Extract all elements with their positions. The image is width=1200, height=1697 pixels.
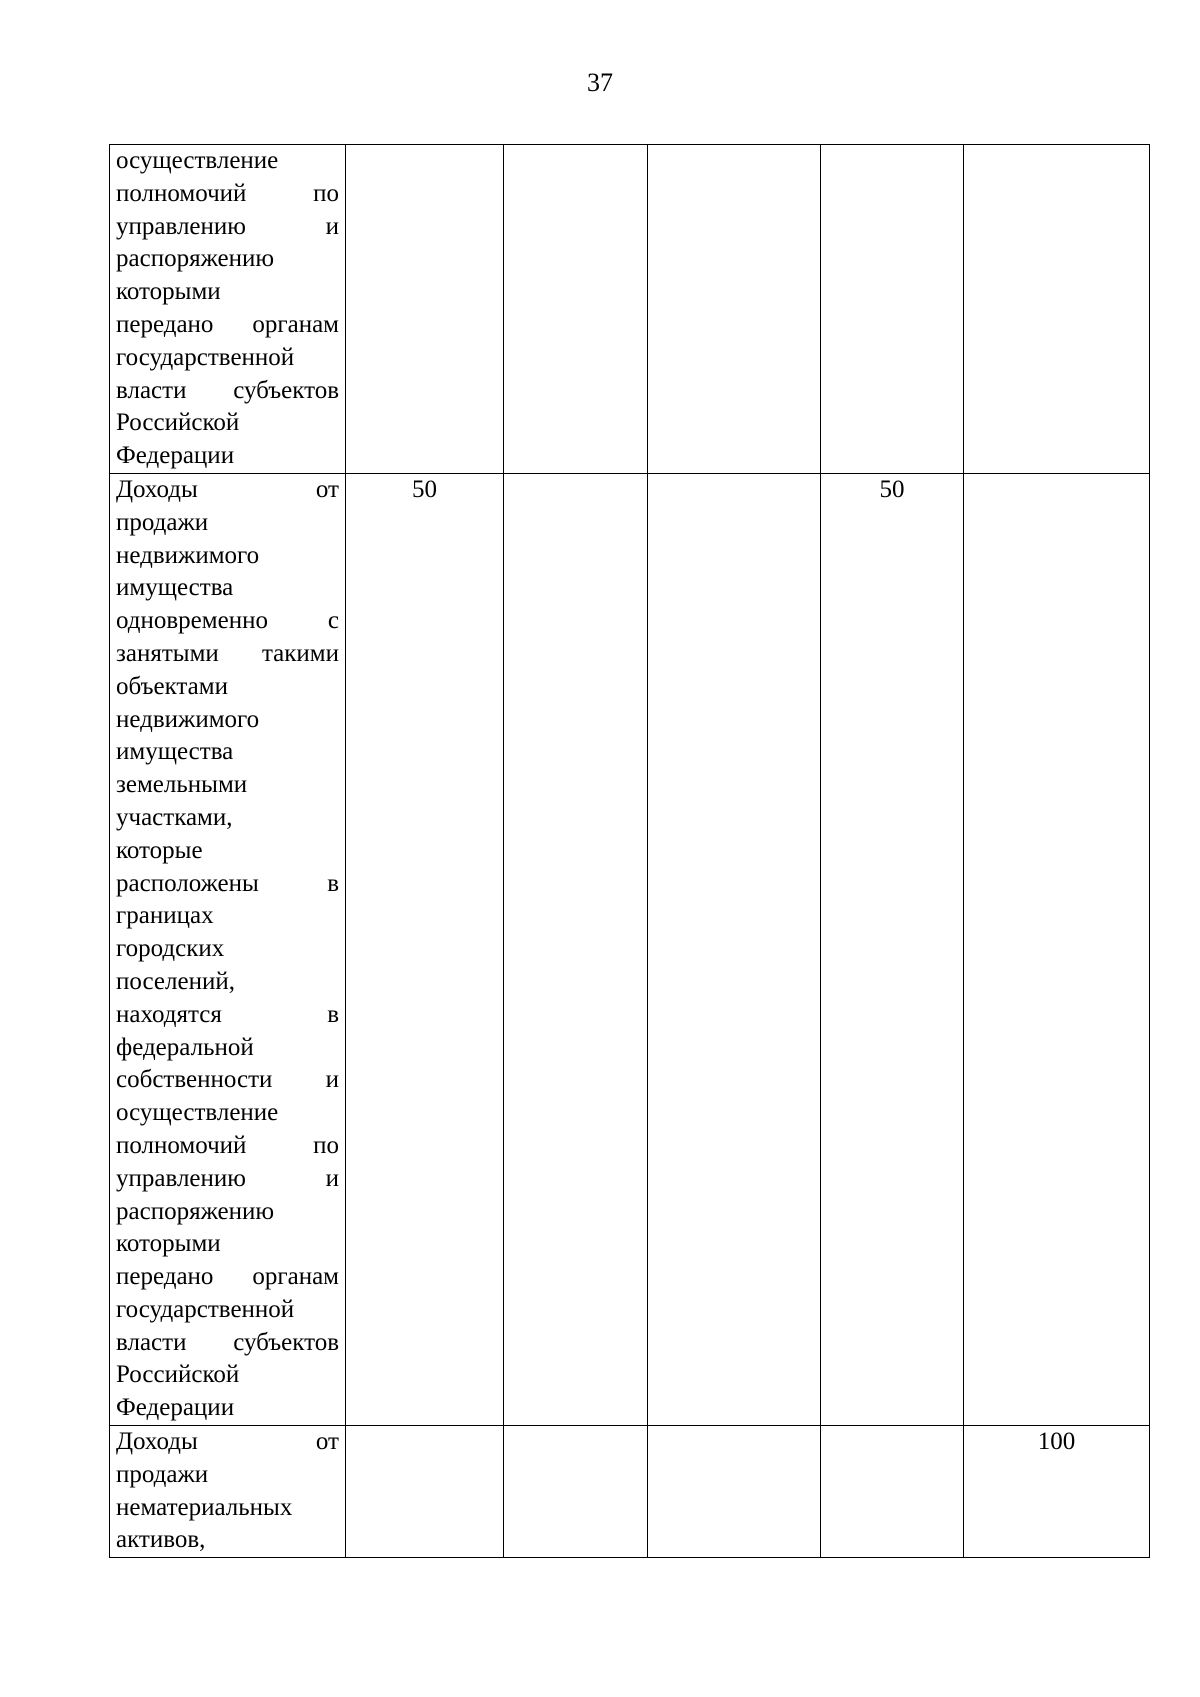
row-description-cell (110, 145, 346, 474)
table-row (110, 473, 1150, 1425)
description-word: находятся (116, 1000, 222, 1028)
description-word: федеральной (116, 1033, 254, 1061)
description-word: занятыми (116, 639, 219, 667)
description-word: имущества (116, 574, 234, 602)
description-line (116, 1459, 339, 1492)
description-word: передано (116, 310, 214, 338)
description-word: по (313, 179, 339, 207)
value-cell-col-5 (964, 1426, 1150, 1558)
description-word: нематериальных (116, 1493, 293, 1521)
description-line (116, 835, 339, 868)
value-cell-col-1 (346, 145, 504, 474)
description-word: власти (116, 376, 187, 404)
description-line (116, 276, 339, 309)
description-line (116, 540, 339, 573)
description-word: власти (116, 1328, 187, 1356)
description-word: которыми (116, 278, 221, 306)
description-line (116, 1492, 339, 1525)
description-line (116, 1196, 339, 1229)
description-line (116, 1524, 339, 1557)
description-line (116, 1097, 339, 1130)
description-line (116, 474, 339, 507)
description-word: распоряжению (116, 1197, 275, 1225)
description-line (116, 243, 339, 276)
description-line (116, 1032, 339, 1065)
value-cell-col-2 (504, 1426, 648, 1558)
description-line (116, 736, 339, 769)
description-line (116, 211, 339, 244)
description-word: государственной (116, 1295, 295, 1323)
description-word: Доходы (116, 1428, 198, 1456)
description-word: субъектов (233, 1328, 339, 1356)
table-row (110, 145, 1150, 474)
row-description-cell (110, 473, 346, 1425)
description-word: собственности (116, 1066, 273, 1094)
description-word: и (325, 1066, 339, 1094)
value-cell-col-3 (648, 1426, 821, 1558)
description-word: участками, (116, 803, 233, 831)
cell-value (504, 1426, 647, 1459)
description-word: границах (116, 902, 214, 930)
cell-value: 50 (412, 475, 437, 503)
description-word: управлению (116, 212, 246, 240)
description-word: по (313, 1131, 339, 1159)
description-line (116, 900, 339, 933)
description-word: активов, (116, 1526, 206, 1554)
description-word: продажи (116, 1460, 209, 1488)
description-line (116, 1228, 339, 1261)
description-word: Российской (116, 409, 240, 437)
description-line (116, 1064, 339, 1097)
description-word: имущества (116, 738, 234, 766)
description-line (116, 440, 339, 473)
description-line (116, 145, 339, 178)
description-word: Федерации (116, 1394, 235, 1422)
cell-value (964, 145, 1149, 178)
description-word: расположены (116, 869, 259, 897)
description-word: городских (116, 935, 225, 963)
description-word: и (325, 1164, 339, 1192)
description-word: объектами (116, 672, 228, 700)
cell-value (504, 474, 647, 507)
description-word: от (315, 1428, 339, 1456)
value-cell-col-1 (346, 473, 504, 1425)
value-cell-col-4 (821, 1426, 964, 1558)
description-line (116, 507, 339, 540)
value-cell-col-1 (346, 1426, 504, 1558)
description-line (116, 1163, 339, 1196)
description-word: государственной (116, 343, 295, 371)
description-word: в (327, 869, 339, 897)
description-line (116, 999, 339, 1032)
description-line (116, 605, 339, 638)
description-line (116, 1294, 339, 1327)
table-row (110, 1426, 1150, 1558)
cell-value (346, 1426, 503, 1459)
description-line (116, 769, 339, 802)
description-word: земельными (116, 771, 248, 799)
cell-value (648, 145, 820, 178)
description-word: передано (116, 1263, 214, 1291)
cell-value (821, 1426, 963, 1459)
description-word: которыми (116, 1230, 221, 1258)
description-line (116, 802, 339, 835)
cell-value (504, 145, 647, 178)
description-word: с (327, 607, 339, 635)
description-line (116, 671, 339, 704)
table-body (110, 145, 1150, 1558)
description-word: Российской (116, 1361, 240, 1389)
description-word: распоряжению (116, 245, 275, 273)
description-line (116, 1327, 339, 1360)
description-line (116, 638, 339, 671)
description-word: и (325, 212, 339, 240)
description-line (116, 933, 339, 966)
description-word: управлению (116, 1164, 246, 1192)
description-word: такими (261, 639, 339, 667)
description-word: Доходы (116, 475, 198, 503)
description-word: которые (116, 836, 203, 864)
description-word: недвижимого (116, 705, 260, 733)
description-word: поселений, (116, 967, 235, 995)
cell-value: 50 (879, 475, 905, 503)
description-line (116, 572, 339, 605)
value-cell-col-5 (964, 145, 1150, 474)
cell-value (964, 474, 1149, 507)
cell-value (648, 474, 820, 507)
description-line (116, 375, 339, 408)
description-word: полномочий (116, 179, 247, 207)
description-line (116, 966, 339, 999)
description-word: осуществление (116, 1099, 279, 1127)
description-line (116, 309, 339, 342)
description-word: одновременно (116, 607, 268, 635)
cell-value (648, 1426, 820, 1459)
description-line (116, 1359, 339, 1392)
cell-value (346, 145, 503, 178)
value-cell-col-4 (821, 145, 964, 474)
budget-table (109, 144, 1150, 1558)
cell-value (821, 145, 963, 178)
description-line (116, 178, 339, 211)
description-line (116, 868, 339, 901)
description-line (116, 1130, 339, 1163)
value-cell-col-3 (648, 145, 821, 474)
cell-value: 100 (1037, 1428, 1076, 1456)
description-line (116, 1261, 339, 1294)
description-line (116, 1426, 339, 1459)
description-word: органам (252, 310, 339, 338)
description-line (116, 1392, 339, 1425)
description-line (116, 407, 339, 440)
description-word: органам (252, 1263, 339, 1291)
description-word: осуществление (116, 147, 279, 174)
description-word: от (315, 475, 339, 503)
page-number: 37 (587, 68, 613, 97)
row-description-cell (110, 1426, 346, 1558)
value-cell-col-3 (648, 473, 821, 1425)
value-cell-col-2 (504, 145, 648, 474)
description-word: в (327, 1000, 339, 1028)
description-word: полномочий (116, 1131, 247, 1159)
value-cell-col-5 (964, 473, 1150, 1425)
description-word: продажи (116, 508, 209, 536)
description-word: недвижимого (116, 541, 260, 569)
description-word: Федерации (116, 442, 235, 470)
description-line (116, 704, 339, 737)
value-cell-col-2 (504, 473, 648, 1425)
description-word: субъектов (233, 376, 339, 404)
value-cell-col-4 (821, 473, 964, 1425)
description-line (116, 342, 339, 375)
